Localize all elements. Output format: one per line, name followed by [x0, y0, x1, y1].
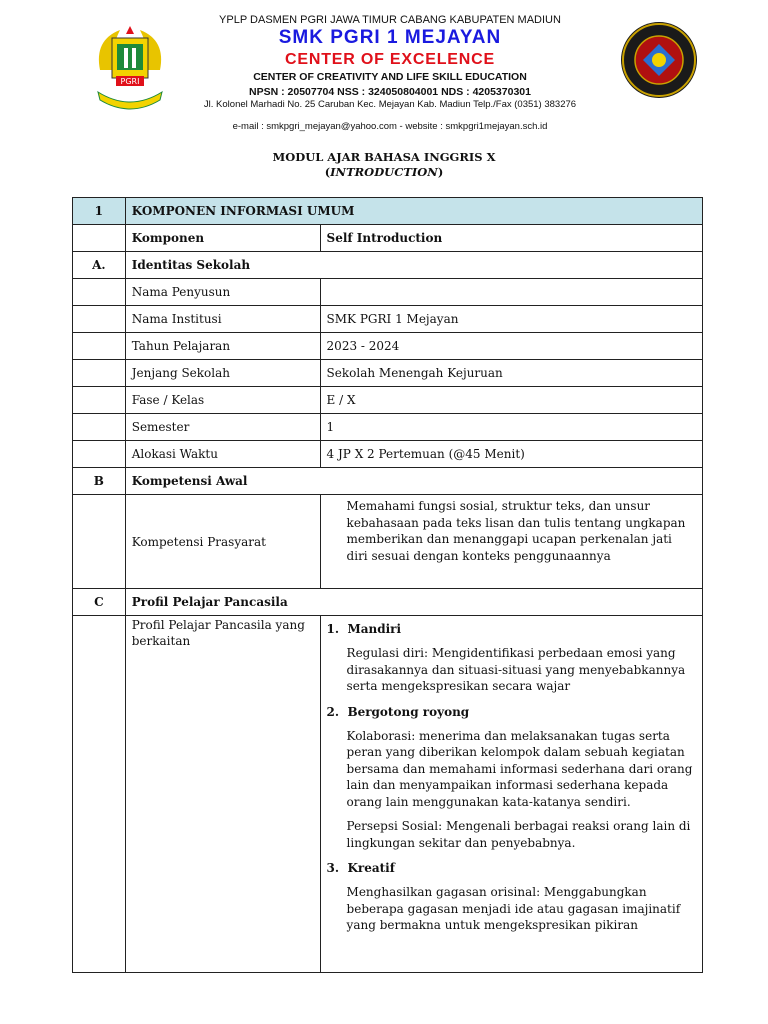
document-title: MODUL AJAR BAHASA INGGRIS X: [272, 150, 496, 164]
table-row: Alokasi Waktu 4 JP X 2 Pertemuan (@45 Menit): [73, 441, 703, 468]
address: Jl. Kolonel Marhadi No. 25 Caruban Kec. Mejayan Kab. Madiun Telp./Fax (0351) 383276: [203, 99, 577, 110]
list-item: 1. Mandiri Regulasi diri: Mengidentifikasi perbedaan emosi yang dirasakannya dan situasi-situasi yang menyebabkannya serta mengekspresikan secara wajar: [326, 622, 686, 693]
slogan: CENTER OF EXCELENCE: [285, 51, 495, 68]
table-row: Jenjang Sekolah Sekolah Menengah Kejuruan: [73, 360, 703, 387]
tagline: CENTER OF CREATIVITY AND LIFE SKILL EDUCATION: [253, 71, 527, 83]
svg-text:PGRI: PGRI: [120, 77, 140, 86]
school-name: SMK PGRI 1 MEJAYAN: [278, 27, 502, 48]
table-row: Fase / Kelas E / X: [73, 387, 703, 414]
table-row: Semester 1: [73, 414, 703, 441]
section-header-row: 1 KOMPONEN INFORMASI UMUM: [73, 198, 703, 225]
smk-model-seal: [613, 20, 705, 100]
document-subtitle: (INTRODUCTION): [324, 165, 444, 179]
list-item: 3. Kreatif Menghasilkan gagasan orisinal: Menggabungkan beberapa gagasan menjadi ide atau gagasan imajinatif yang bermakna untuk mengekspresikan pikiran: [326, 861, 681, 932]
table-row: Nama Institusi SMK PGRI 1 Mejayan: [73, 306, 703, 333]
school-ids: NPSN : 20507704 NSS : 324050804001 NDS : 4205370301: [249, 86, 531, 98]
table-row: Nama Penyusun: [73, 279, 703, 306]
foundation-line: YPLP DASMEN PGRI JAWA TIMUR CABANG KABUPATEN MADIUN: [219, 14, 561, 26]
letterhead: [0, 0, 768, 140]
pgri-logo: [90, 20, 170, 120]
column-header-row: Komponen Self Introduction: [73, 225, 703, 252]
kompetensi-prasyarat-row: Kompetensi Prasyarat Memahami fungsi sosial, struktur teks, dan unsur kebahasaan pada teks lisan dan tulis tentang ungkapan memberikan dan menanggapi ucapan perkenalan jati diri sesuai dengan konteks penggunaannya: [73, 495, 703, 589]
module-table: [72, 197, 703, 973]
section-b-row: B Kompetensi Awal: [73, 468, 703, 495]
section-c-row: C Profil Pelajar Pancasila: [73, 589, 703, 616]
list-item: 2. Bergotong royong Kolaborasi: menerima dan melaksanakan tugas serta peran yang diberikan kelompok dalam sebuah kegiatan bersama dan memahami informasi sederhana dari orang lain dan menyampaikan informasi sederhana kepada orang lain menggunakan kata-katanya sendiri. Persepsi Sosial: Mengenali berbagai reaksi orang lain di lingkungan sekitar dan penyebabnya.: [326, 704, 693, 850]
profil-pancasila-row: Profil Pelajar Pancasila yang berkaitan 1. Mandiri Regulasi diri: Mengidentifikasi perbedaan emosi yang dirasakannya dan situasi-situasi yang menyebabkannya serta mengekspresikan secara wajar 2. Bergotong royong Kolaborasi: menerima dan melaksanakan tugas serta peran yang diberikan kelompok dalam sebuah kegiatan bersama dan memahami informasi sederhana dari orang lain dan menyampaikan informasi sederhana kepada orang lain menggunakan kata-katanya sendiri. Persepsi Sosial: Mengenali berbagai reaksi orang lain di lingkungan sekitar dan penyebabnya. 3. Kreatif Menghasilkan gagasan orisinal: Menggabungkan beberapa gagasan menjadi ide atau gagasan imajinatif yang bermakna untuk mengekspresikan pikiran: [73, 616, 703, 973]
section-a-row: A. Identitas Sekolah: [73, 252, 703, 279]
contact-line: e-mail : smkpgri_mejayan@yahoo.com - website : smkpgri1mejayan.sch.id: [232, 121, 548, 132]
table-row: Tahun Pelajaran 2023 - 2024: [73, 333, 703, 360]
